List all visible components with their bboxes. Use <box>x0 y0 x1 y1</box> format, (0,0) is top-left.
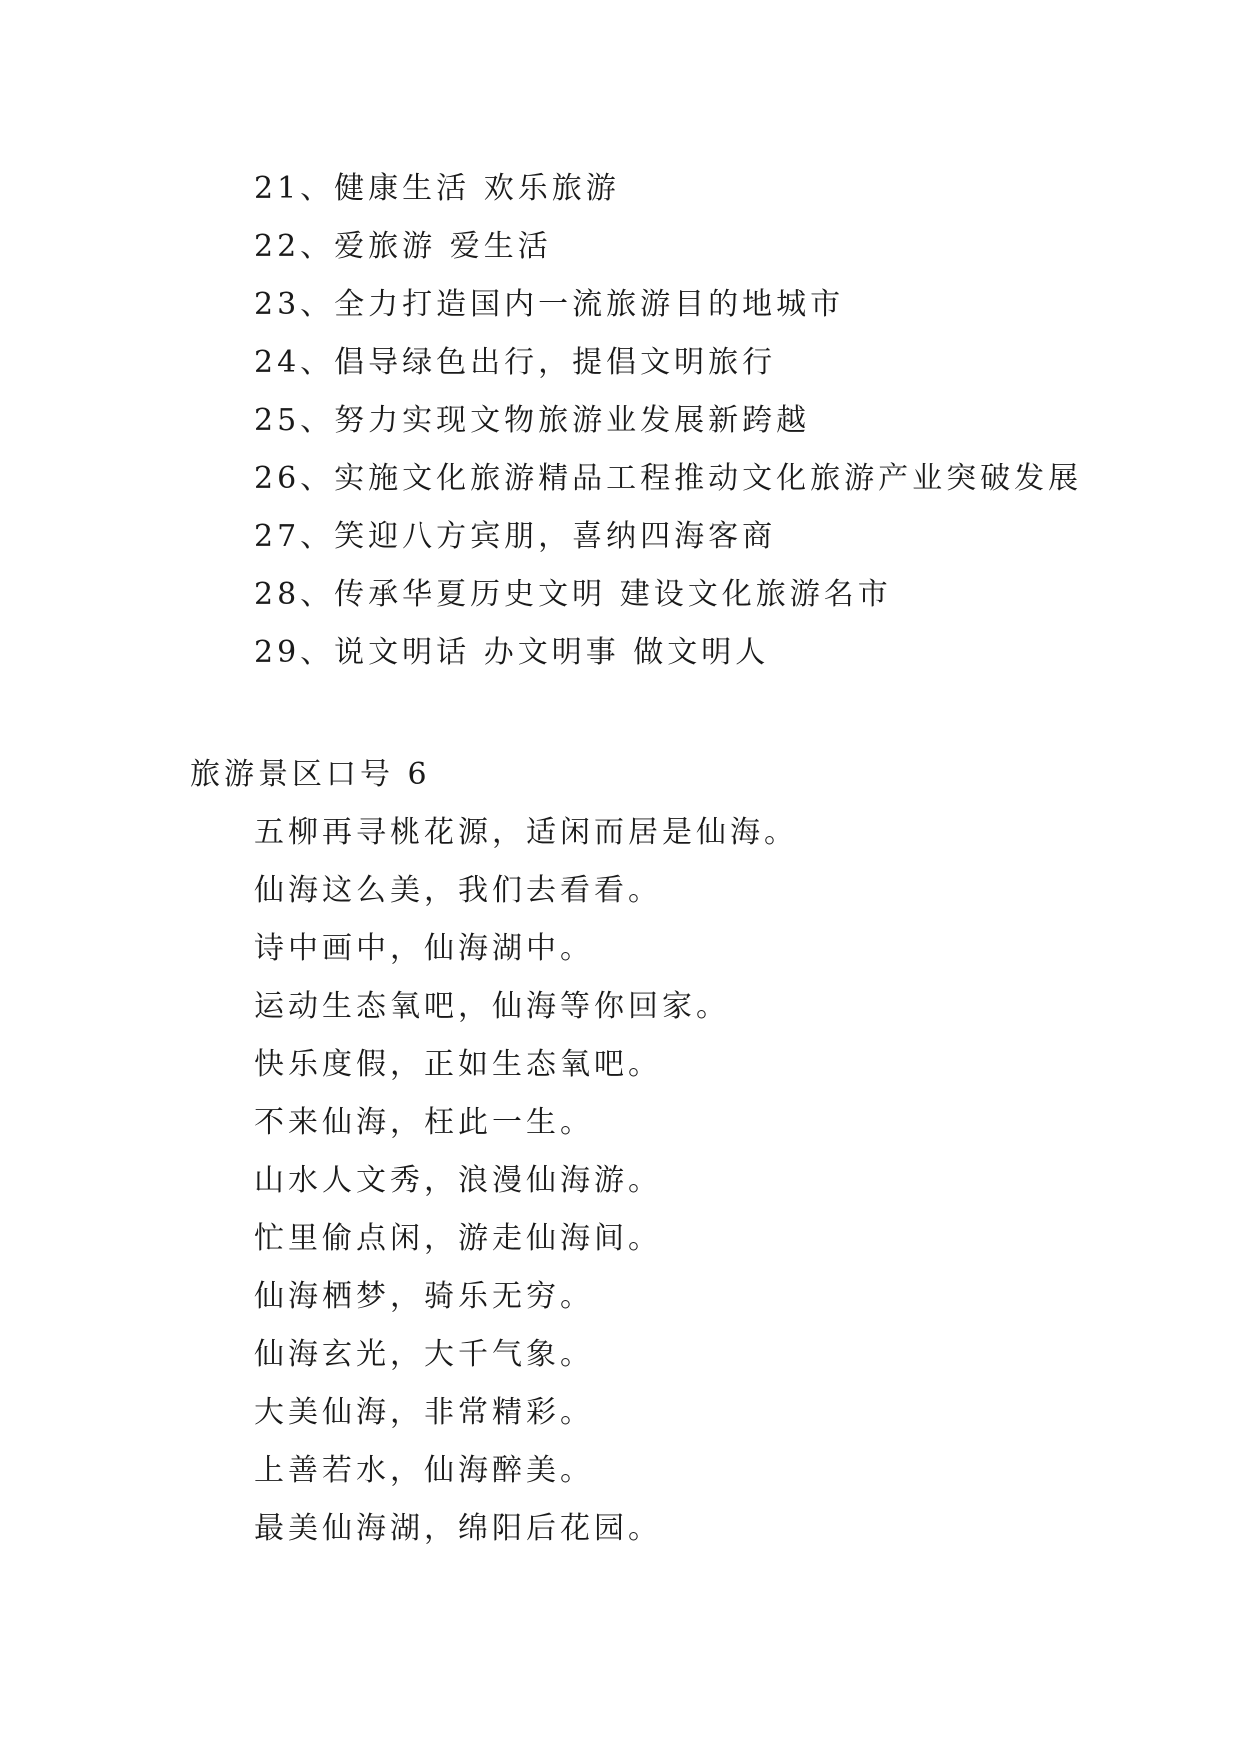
slogan-line: 最美仙海湖，绵阳后花园。 <box>254 1511 662 1546</box>
slogan-line: 仙海这么美，我们去看看。 <box>254 873 662 908</box>
list-item: 29、说文明话 办文明事 做文明人 <box>254 635 770 670</box>
list-item: 24、倡导绿色出行，提倡文明旅行 <box>254 345 777 380</box>
slogan-line: 上善若水，仙海醉美。 <box>254 1453 594 1488</box>
slogan-line: 运动生态氧吧，仙海等你回家。 <box>254 989 730 1024</box>
slogan-line: 快乐度假，正如生态氧吧。 <box>254 1047 662 1082</box>
numbered-slogan-list <box>254 160 1154 682</box>
list-item: 22、爱旅游 爱生活 <box>254 229 552 264</box>
slogan-line: 诗中画中，仙海湖中。 <box>254 931 594 966</box>
section-title: 旅游景区口号 6 <box>190 757 431 792</box>
list-item: 27、笑迎八方宾朋，喜纳四海客商 <box>254 519 777 554</box>
slogan-line: 山水人文秀，浪漫仙海游。 <box>254 1163 662 1198</box>
list-item: 23、全力打造国内一流旅游目的地城市 <box>254 287 845 322</box>
slogan-line: 五柳再寻桃花源，适闲而居是仙海。 <box>254 815 798 850</box>
slogan-line: 仙海玄光，大千气象。 <box>254 1337 594 1372</box>
slogan-line: 忙里偷点闲，游走仙海间。 <box>254 1221 662 1256</box>
list-item: 25、努力实现文物旅游业发展新跨越 <box>254 403 811 438</box>
list-item: 28、传承华夏历史文明 建设文化旅游名市 <box>254 577 892 612</box>
slogan-line: 仙海栖梦，骑乐无穷。 <box>254 1279 594 1314</box>
slogan-line: 不来仙海，枉此一生。 <box>254 1105 594 1140</box>
list-item: 21、健康生活 欢乐旅游 <box>254 171 620 206</box>
list-item: 26、实施文化旅游精品工程推动文化旅游产业突破发展 <box>254 461 1083 496</box>
scenic-slogan-list <box>254 804 1154 1558</box>
slogan-line: 大美仙海，非常精彩。 <box>254 1395 594 1430</box>
